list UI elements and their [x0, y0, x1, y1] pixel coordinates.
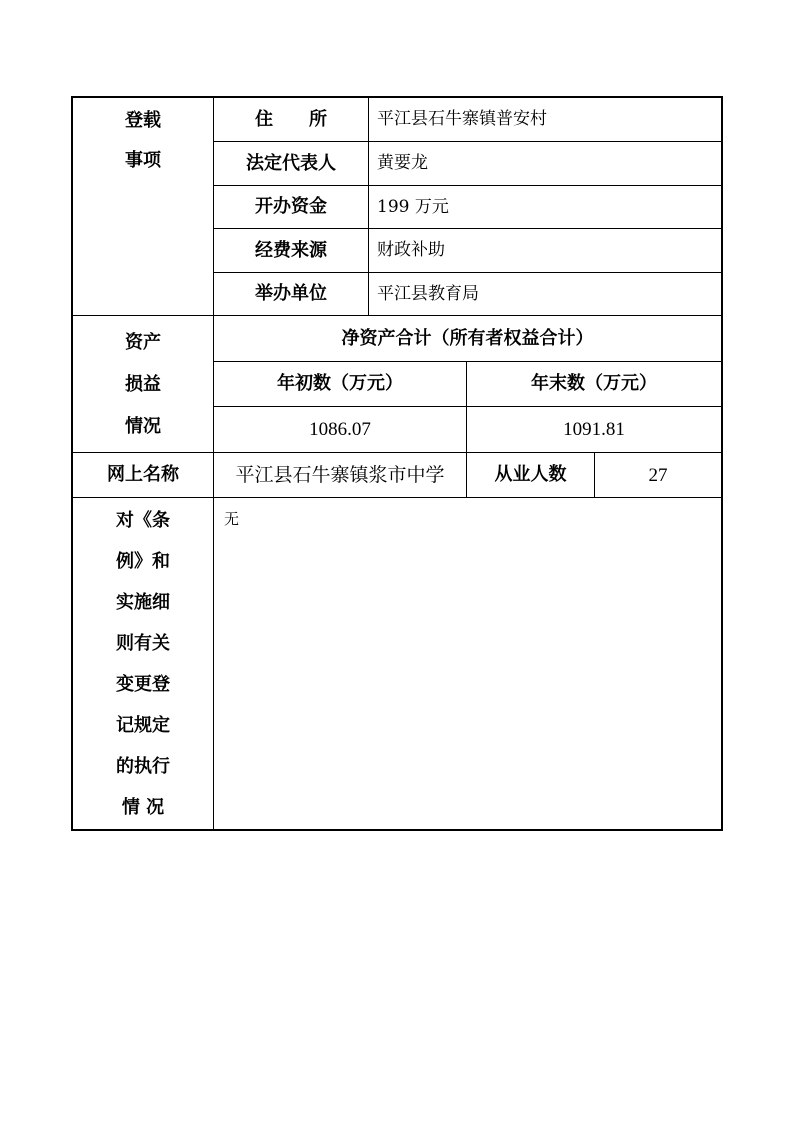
assets-section-label — [73, 316, 214, 453]
compliance-label — [73, 498, 214, 829]
address-label: 住 所 — [214, 98, 369, 142]
assets-label-line1: 资产 — [125, 332, 161, 353]
capital-label: 开办资金 — [214, 186, 369, 229]
capital-value: 199 万元 — [369, 186, 721, 229]
registration-label-line2: 事项 — [125, 150, 161, 171]
online-name-label: 网上名称 — [73, 453, 214, 498]
end-of-year-value: 1091.81 — [467, 407, 721, 453]
assets-label-line3: 情况 — [125, 416, 161, 437]
funding-source-value: 财政补助 — [369, 229, 721, 273]
compliance-value: 无 — [224, 510, 240, 528]
compliance-label-line4: 则有关 — [116, 633, 170, 654]
start-of-year-label: 年初数（万元） — [214, 362, 467, 407]
staff-count-value: 27 — [595, 453, 721, 498]
registration-table — [71, 96, 723, 831]
address-value: 平江县石牛寨镇普安村 — [369, 98, 721, 142]
compliance-label-line6: 记规定 — [116, 715, 170, 736]
start-of-year-value: 1086.07 — [214, 407, 467, 453]
compliance-label-line2: 例》和 — [116, 551, 170, 572]
compliance-label-line8: 情 况 — [121, 797, 165, 818]
compliance-label-line7: 的执行 — [116, 756, 170, 777]
sponsor-label: 举办单位 — [214, 273, 369, 316]
compliance-label-line5: 变更登 — [116, 674, 170, 695]
end-of-year-label: 年末数（万元） — [467, 362, 721, 407]
assets-label-line2: 损益 — [125, 374, 161, 395]
online-name-value: 平江县石牛寨镇浆市中学 — [214, 453, 467, 498]
legal-representative-label: 法定代表人 — [214, 142, 369, 186]
sponsor-value: 平江县教育局 — [369, 273, 721, 316]
compliance-label-line3: 实施细 — [116, 592, 170, 613]
funding-source-label: 经费来源 — [214, 229, 369, 273]
net-assets-header: 净资产合计（所有者权益合计） — [214, 316, 721, 362]
staff-count-label: 从业人数 — [467, 453, 595, 498]
registration-section-label — [73, 98, 214, 316]
registration-label-line1: 登载 — [125, 110, 161, 131]
legal-representative-value: 黄要龙 — [369, 142, 721, 186]
compliance-label-line1: 对《条 — [116, 510, 170, 531]
